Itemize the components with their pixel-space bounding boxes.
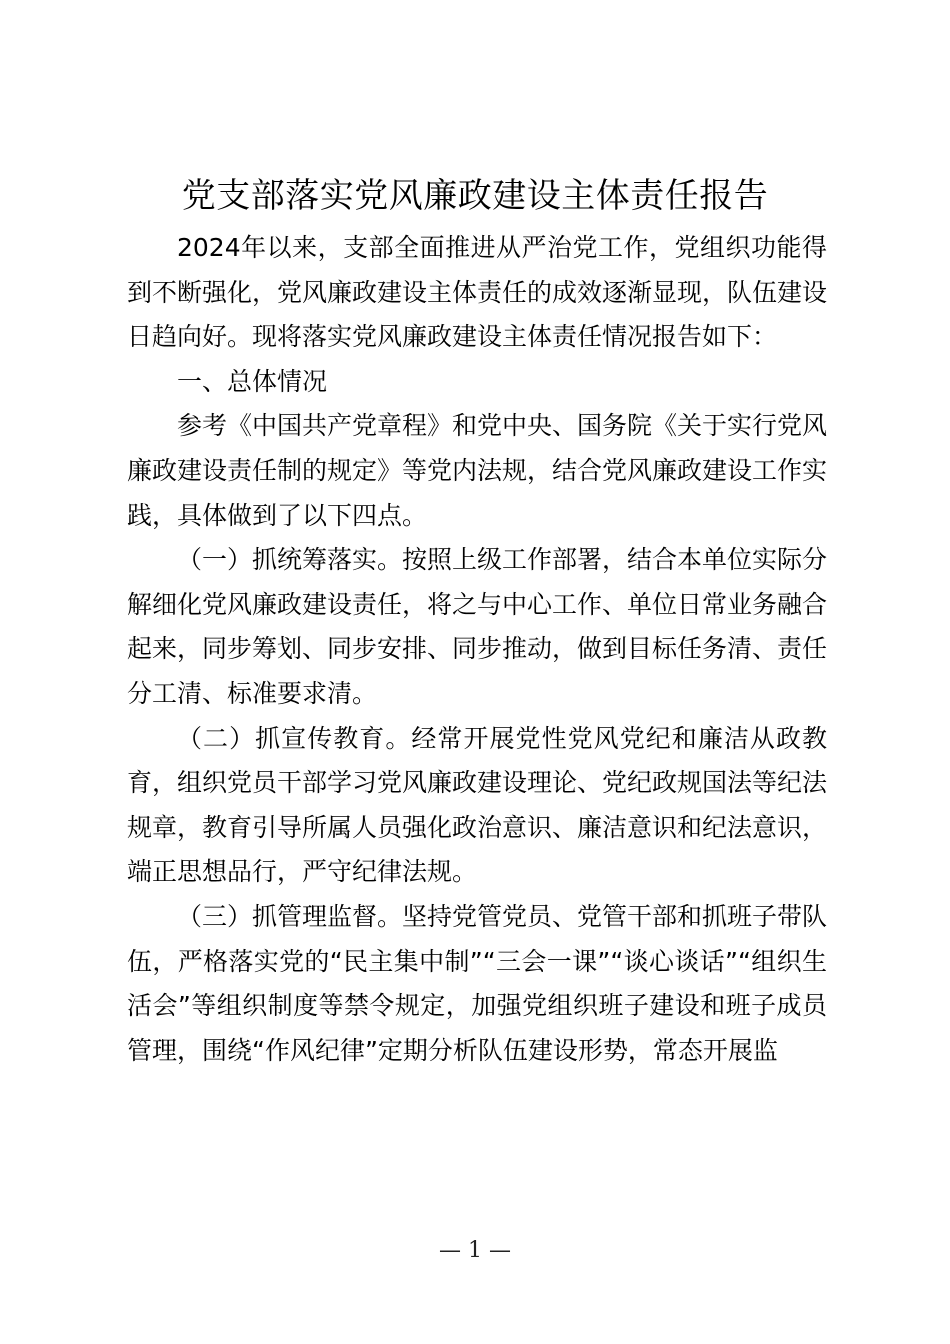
section-heading-overall: 一、总体情况 <box>177 366 328 396</box>
page-number: — 1 — <box>439 1238 511 1263</box>
item-paragraph-education: （二）抓宣传教育。经常开展党性党风党纪和廉洁从政教育，组织党员干部学习党风廉政建设理论、党纪政规国法等纪法规章，教育引导所属人员强化政治意识、廉洁意识和纪法意识，端正思想品行，严守纪律法规。 <box>127 723 828 887</box>
document-body <box>127 226 827 1073</box>
intro-paragraph: 2024年以来，支部全面推进从严治党工作，党组织功能得到不断强化，党风廉政建设主体责任的成效逐渐显现，队伍建设日趋向好。现将落实党风廉政建设主体责任情况报告如下： <box>127 233 828 352</box>
document-title: 党支部落实党风廉政建设主体责任报告 <box>181 176 769 216</box>
item-paragraph-coordination: （一）抓统筹落实。按照上级工作部署，结合本单位实际分解细化党风廉政建设责任，将之与中心工作、单位日常业务融合起来，同步筹划、同步安排、同步推动，做到目标任务清、责任分工清、标准要求清。 <box>127 545 828 708</box>
section-intro-paragraph: 参考《中国共产党章程》和党中央、国务院《关于实行党风廉政建设责任制的规定》等党内法规，结合党风廉政建设工作实践，具体做到了以下四点。 <box>127 411 828 530</box>
item-paragraph-supervision: （三）抓管理监督。坚持党管党员、党管干部和抓班子带队伍，严格落实党的“民主集中制”“三会一课”“谈心谈话”“组织生活会”等组织制度等禁令规定，加强党组织班子建设和班子成员管理，围绕“作风纪律”定期分析队伍建设形势，常态开展监 <box>127 901 828 1065</box>
